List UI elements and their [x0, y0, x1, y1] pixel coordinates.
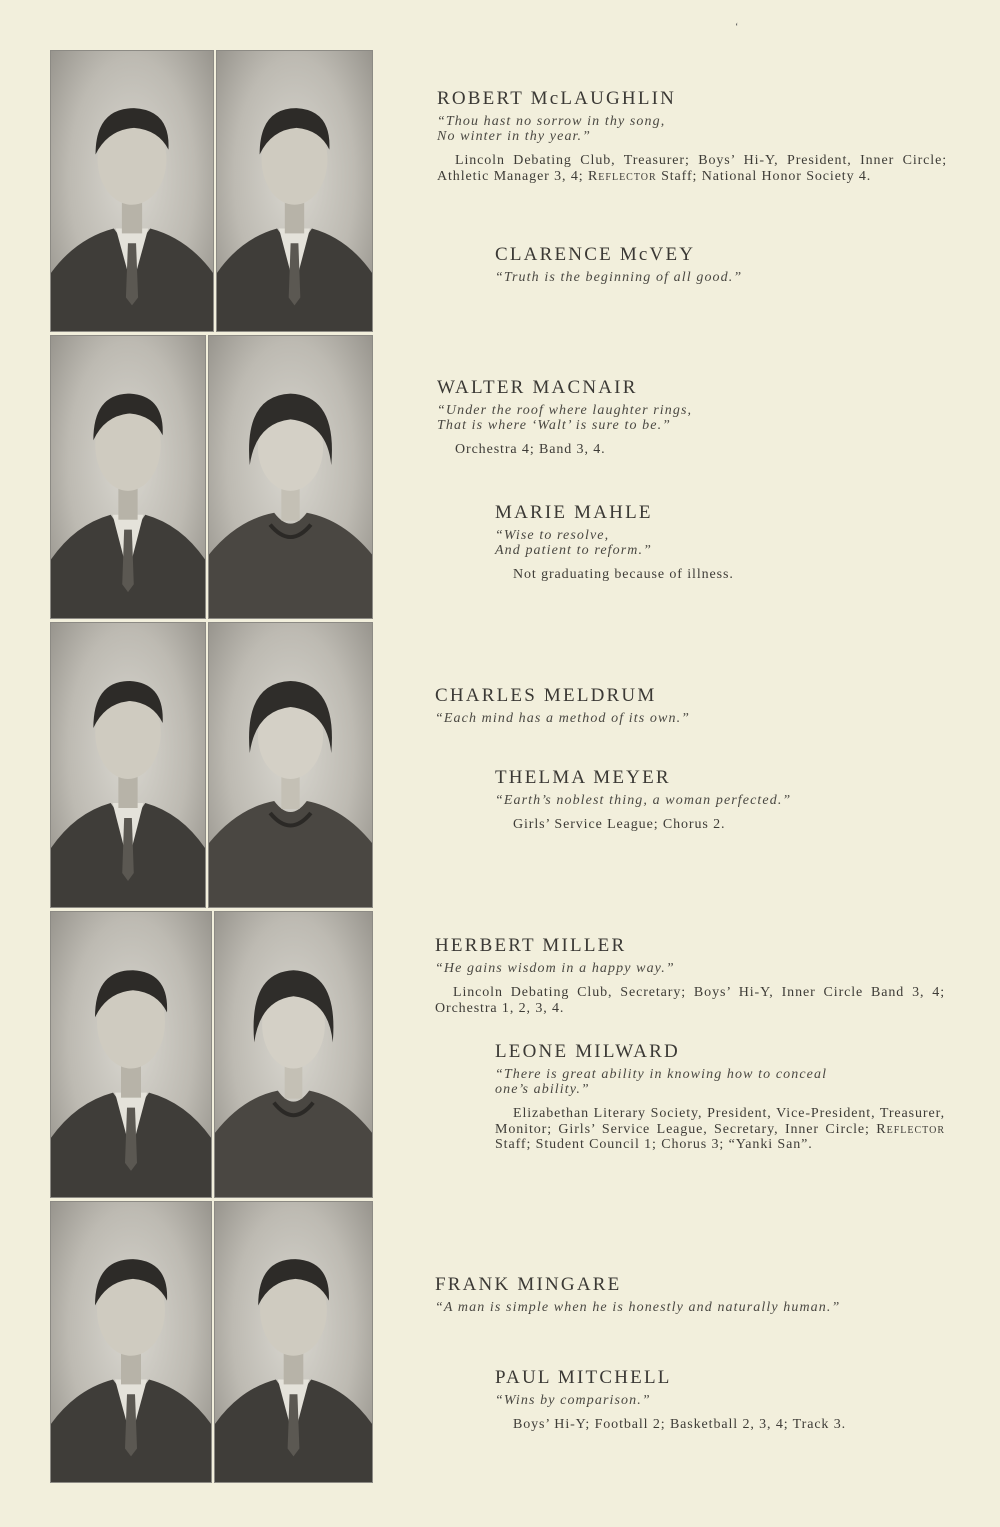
senior-entry	[437, 88, 947, 184]
senior-entry	[495, 1041, 945, 1153]
portrait-silhouette	[209, 336, 372, 618]
senior-activities: Girls’ Service League; Chorus 2.	[513, 817, 726, 832]
senior-entry	[495, 244, 945, 285]
portrait-photo	[50, 50, 214, 332]
senior-quote: “There is great ability in knowing how to conceal one’s ability.”	[495, 1067, 828, 1097]
portrait-silhouette	[215, 912, 372, 1197]
senior-name: CHARLES MELDRUM	[435, 685, 657, 706]
senior-quote: “Each mind has a method of its own.”	[435, 711, 691, 726]
senior-entry	[437, 377, 947, 458]
senior-activities: Orchestra 4; Band 3, 4.	[455, 442, 606, 457]
portrait-silhouette	[215, 1202, 372, 1482]
senior-quote: “Wise to resolve, And patient to reform.”	[495, 528, 653, 558]
senior-entry	[495, 1367, 945, 1433]
senior-entry	[435, 685, 945, 726]
senior-activities: Lincoln Debating Club, Secretary; Boys’ Hi-Y, Inner Circle Band 3, 4; Orchestra 1, 2, 3, 4.	[435, 985, 945, 1016]
portrait-silhouette	[51, 336, 205, 618]
portrait-silhouette	[217, 51, 372, 331]
senior-entry	[495, 767, 945, 833]
senior-name: HERBERT MILLER	[435, 935, 627, 956]
portrait-photo	[216, 50, 373, 332]
senior-name: LEONE MILWARD	[495, 1041, 680, 1062]
portrait-strip	[50, 50, 373, 1483]
portrait-photo	[50, 911, 212, 1198]
portrait-photo	[214, 1201, 373, 1483]
senior-name: PAUL MITCHELL	[495, 1367, 672, 1388]
senior-quote: “He gains wisdom in a happy way.”	[435, 961, 675, 976]
senior-name: MARIE MAHLE	[495, 502, 653, 523]
senior-quote: “Earth’s noblest thing, a woman perfected.”	[495, 793, 792, 808]
senior-name: THELMA MEYER	[495, 767, 671, 788]
portrait-photo	[50, 1201, 212, 1483]
senior-quote: “Truth is the beginning of all good.”	[495, 270, 743, 285]
senior-activities: Boys’ Hi-Y; Football 2; Basketball 2, 3, 4; Track 3.	[513, 1417, 847, 1432]
portrait-photo	[208, 622, 373, 908]
senior-name: WALTER MACNAIR	[437, 377, 638, 398]
senior-name: CLARENCE McVEY	[495, 244, 696, 265]
portrait-silhouette	[51, 912, 211, 1197]
portrait-photo	[50, 622, 206, 908]
senior-quote: “Under the roof where laughter rings, That is where ‘Walt’ is sure to be.”	[437, 403, 693, 433]
portrait-silhouette	[51, 623, 205, 907]
portrait-silhouette	[51, 51, 213, 331]
senior-activities: Lincoln Debating Club, Treasurer; Boys’ Hi-Y, President, Inner Circle; Athletic Manager 3, 4; Reflector Staff; National Honor Society 4.	[437, 153, 947, 184]
senior-name: FRANK MINGARE	[435, 1274, 622, 1295]
portrait-photo	[214, 911, 373, 1198]
portrait-photo	[208, 335, 373, 619]
senior-entry	[435, 935, 945, 1016]
senior-name: ROBERT McLAUGHLIN	[437, 88, 677, 109]
senior-entry	[435, 1274, 950, 1315]
page-speck: ‘	[735, 22, 739, 33]
senior-entry	[495, 502, 945, 583]
senior-quote: “Wins by comparison.”	[495, 1393, 651, 1408]
senior-quote: “Thou hast no sorrow in thy song, No winter in thy year.”	[437, 114, 666, 144]
senior-quote: “A man is simple when he is honestly and naturally human.”	[435, 1300, 841, 1315]
portrait-silhouette	[51, 1202, 211, 1482]
portrait-photo	[50, 335, 206, 619]
portrait-silhouette	[209, 623, 372, 907]
senior-activities: Elizabethan Literary Society, President, Vice-President, Treasurer, Monitor; Girls’ Service League, Secretary, Inner Circle; Reflector Staff; Student Council 1; Chorus 3; “Yanki San”.	[495, 1106, 945, 1152]
senior-activities: Not graduating because of illness.	[513, 567, 734, 582]
